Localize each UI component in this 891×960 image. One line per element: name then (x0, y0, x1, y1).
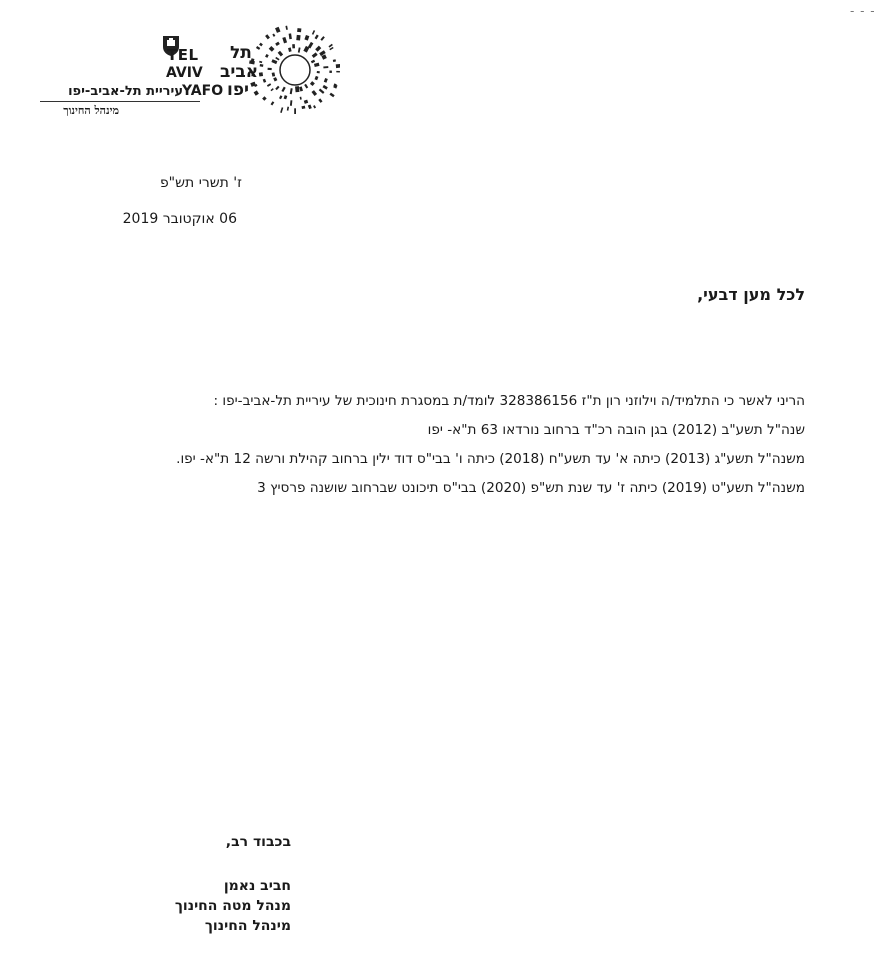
emblem-mark (275, 42, 280, 46)
emblem-mark (328, 44, 332, 48)
emblem-mark (265, 34, 270, 39)
signature-department: מינהל החינוך (204, 918, 291, 934)
emblem-mark (320, 36, 324, 41)
emblem-mark (288, 47, 292, 52)
emblem-mark (273, 77, 277, 81)
emblem-mark (256, 46, 260, 50)
emblem-mark (311, 60, 315, 64)
emblem-mark (297, 28, 301, 32)
emblem-mark (329, 47, 333, 50)
emblem-mark (308, 105, 312, 110)
emblem-mark (254, 90, 259, 95)
emblem-mark (275, 86, 279, 90)
emblem-mark (313, 105, 316, 108)
emblem-mark (298, 47, 301, 52)
department-name: מינהל החינוך (63, 104, 119, 117)
emblem-mark (275, 57, 279, 61)
emblem-mark (310, 81, 315, 86)
emblem-mark (268, 68, 272, 70)
logo-english-yafo: YAFO (182, 83, 224, 99)
emblem-mark (292, 44, 295, 48)
body-paragraph-elementary: משנה"ל תשע"ג (2013) כיתה א' עד תשע"ח (2018) כיתה ו' בבי"ס דוד ילין ברחוב קהילת ורשה 12 ת"א- יפו. (176, 451, 805, 467)
logo-hebrew-yafo: יפו (227, 80, 250, 100)
header-divider (40, 101, 200, 102)
emblem-mark (287, 107, 289, 111)
emblem-mark (323, 66, 328, 68)
emblem-center-ring (280, 55, 310, 85)
emblem-mark (259, 43, 263, 47)
emblem-mark (263, 79, 267, 83)
body-paragraph-kindergarten: שנה"ל תשע"ב (2012) בגן הובה רכ"ד ברחוב נורדאו 63 ת"א- יפו (427, 422, 805, 438)
emblem-mark (304, 100, 308, 104)
emblem-mark (269, 46, 275, 52)
hebrew-date: ז' תשרי תש"פ (159, 175, 242, 191)
emblem-mark (290, 100, 292, 106)
emblem-mark (284, 95, 288, 99)
emblem-mark (312, 30, 315, 35)
emblem-mark (315, 35, 319, 40)
emblem-mark (304, 84, 308, 89)
emblem-mark (312, 52, 318, 58)
signature-title: מנהל מטה החינוך (174, 898, 291, 914)
emblem-mark (336, 64, 340, 68)
emblem-mark (272, 33, 275, 36)
emblem-mark (259, 72, 263, 76)
emblem-mark (311, 90, 317, 96)
emblem-mark (279, 95, 282, 99)
emblem-mark (314, 63, 320, 67)
emblem-mark (333, 59, 336, 62)
emblem-mark (280, 107, 283, 113)
emblem-mark (296, 35, 300, 41)
emblem-mark (271, 59, 277, 64)
emblem-mark (315, 46, 321, 52)
signature-block (175, 832, 291, 936)
emblem-mark (272, 72, 276, 76)
emblem-mark (295, 86, 299, 92)
emblem-mark (289, 33, 292, 39)
emblem-mark (329, 93, 334, 98)
emblem-mark (275, 27, 280, 33)
emblem-mark (318, 98, 322, 102)
emblem-mark (294, 108, 296, 114)
emblem-mark (281, 87, 285, 92)
emblem-mark (259, 61, 262, 63)
scan-corner-mark: - - - (850, 4, 876, 18)
emblem-mark (315, 76, 319, 80)
gregorian-date: 06 אוקטובר 2019 (122, 211, 237, 227)
emblem-mark (271, 101, 275, 105)
emblem-mark (265, 54, 269, 58)
emblem-mark (304, 35, 309, 41)
logo-english-aviv: AVIV (166, 65, 203, 81)
emblem-mark (319, 89, 325, 94)
body-paragraph-confirmation: הריני לאשר כי התלמיד/ה וילוזני רון ת"ז 328386156 לומד/ת במסגרת חינוכית של עיריית תל-אביב-יפו : (213, 393, 805, 409)
emblem-mark (317, 71, 320, 73)
emblem-mark (324, 78, 328, 83)
signature-name: חביב נאמן (223, 878, 291, 894)
emblem-mark (282, 37, 287, 43)
emblem-mark (270, 88, 273, 91)
emblem-mark (278, 51, 284, 57)
emblem-mark (285, 26, 287, 30)
emblem-mark (267, 83, 271, 87)
emblem-mark (300, 97, 302, 100)
emblem-mark (260, 64, 264, 67)
logo-hebrew-tel: תל (230, 43, 252, 63)
signature-closing: בכבוד רב, (225, 834, 291, 850)
municipality-name: עיריית תל-אביב-יפו (68, 84, 183, 99)
body-paragraph-middle-school: משנה"ל תשע"ט (2019) כיתה ז' עד שנת תש"פ (2020) בבי"ס תיכונט שברחוב שושנה פרסיץ 3 (257, 480, 805, 496)
logo-hebrew-aviv: אביב (220, 62, 259, 82)
emblem-mark (323, 85, 328, 90)
emblem-mark (299, 86, 303, 91)
emblem-mark (329, 71, 332, 74)
emblem-mark (290, 88, 293, 94)
logo-english-tel: TEL (167, 46, 199, 64)
emblem-mark (262, 96, 267, 101)
salutation: לכל מען דבעי, (697, 285, 805, 304)
emblem-mark (336, 71, 340, 73)
letter-body (25, 387, 805, 503)
emblem-mark (301, 106, 305, 109)
